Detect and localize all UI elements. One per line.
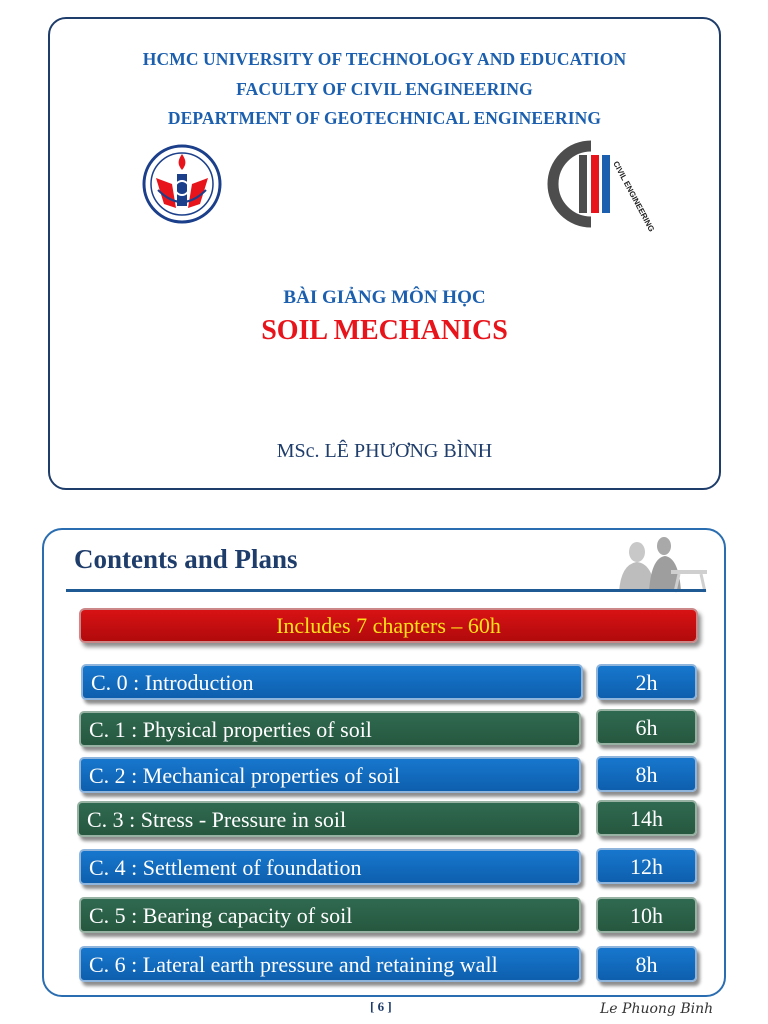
chapter-item: C. 6 : Lateral earth pressure and retaining wall <box>79 946 581 982</box>
chapter-item: C. 3 : Stress - Pressure in soil <box>77 801 581 837</box>
chapter-item: C. 5 : Bearing capacity of soil <box>79 897 581 933</box>
university-name: HCMC UNIVERSITY OF TECHNOLOGY AND EDUCATION <box>142 49 627 69</box>
chapter-hours: 8h <box>596 756 697 792</box>
page-number: [ 6 ] <box>370 999 392 1014</box>
chapter-hours: 12h <box>596 848 697 884</box>
course-title: SOIL MECHANICS <box>261 315 508 346</box>
chapter-item: C. 4 : Settlement of foundation <box>79 849 581 885</box>
course-subtitle: BÀI GIẢNG MÔN HỌC <box>283 287 486 308</box>
university-emblem-icon <box>142 144 222 224</box>
chapter-hours: 14h <box>596 800 697 836</box>
author-signature: Le Phuong Binh <box>600 1001 714 1017</box>
svg-text:CIVIL ENGINEERING: CIVIL ENGINEERING <box>611 159 657 234</box>
department-name: DEPARTMENT OF GEOTECHNICAL ENGINEERING <box>167 108 602 128</box>
chapter-item: C. 1 : Physical properties of soil <box>79 711 581 747</box>
title-underline <box>66 589 706 592</box>
chapter-hours: 8h <box>596 946 697 982</box>
contents-slide <box>42 528 726 997</box>
faculty-name: FACULTY OF CIVIL ENGINEERING <box>236 79 533 99</box>
chapter-item: C. 0 : Introduction <box>81 664 583 700</box>
chapter-item: C. 2 : Mechanical properties of soil <box>79 757 581 793</box>
chapters-summary-banner: Includes 7 chapters – 60h <box>79 608 698 643</box>
slide-title: Contents and Plans <box>74 544 298 574</box>
chapter-hours: 6h <box>596 709 697 745</box>
title-slide <box>48 17 721 490</box>
author-name: MSc. LÊ PHƯƠNG BÌNH <box>276 440 493 462</box>
chapter-hours: 10h <box>596 897 697 933</box>
civil-engineering-logo-icon <box>545 141 657 234</box>
people-meeting-icon <box>609 532 709 592</box>
chapter-hours: 2h <box>596 664 697 700</box>
